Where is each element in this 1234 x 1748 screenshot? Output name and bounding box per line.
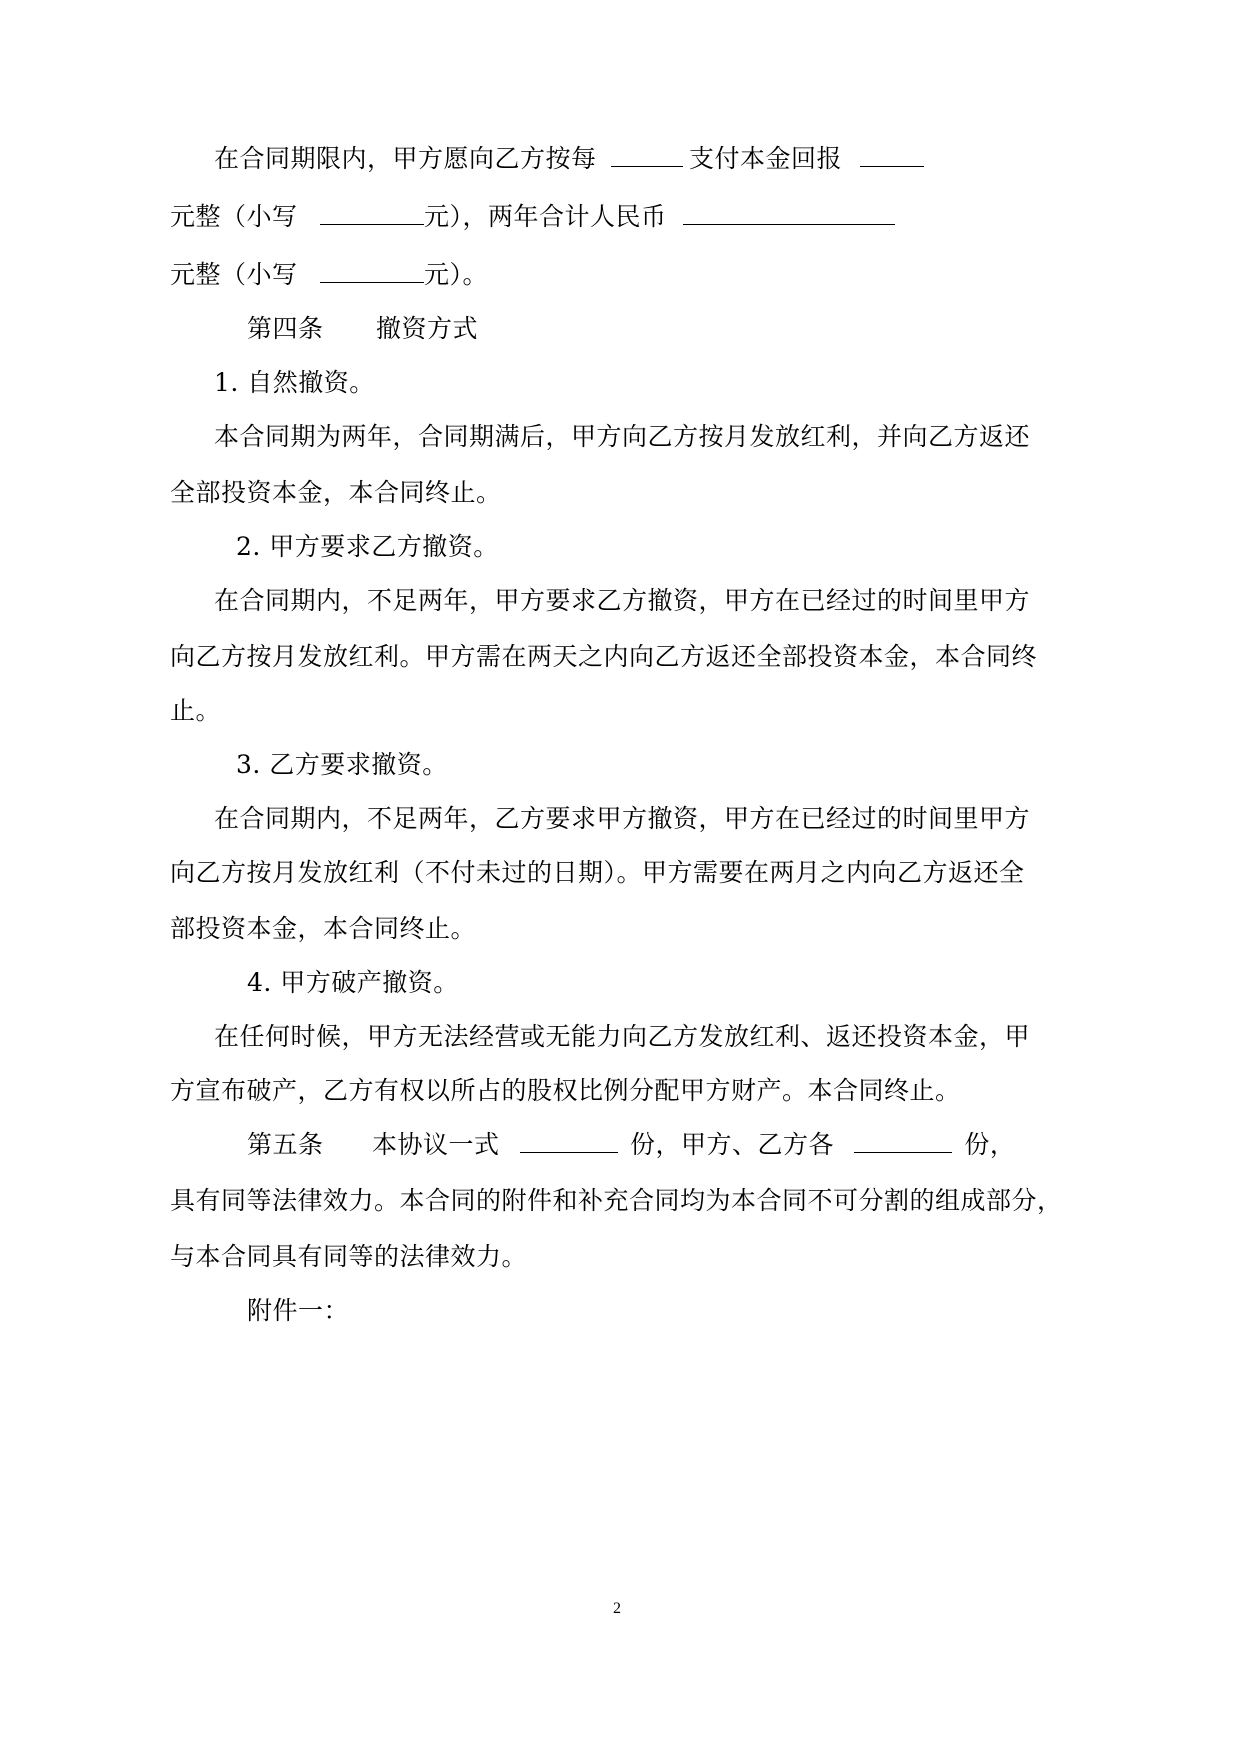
total-amount-blank[interactable] (683, 202, 895, 225)
article5-line3: 与本合同具有同等的法律效力。 (170, 1242, 528, 1271)
article5-number: 第五条 (247, 1130, 324, 1159)
para1-line3-text-b: 元）。 (423, 260, 488, 289)
item4-body-line1: 在任何时候，甲方无法经营或无能力向乙方发放红利、返还投资本金，甲 (214, 1022, 1031, 1051)
article5-text-b: 份，甲方、乙方各 (629, 1130, 834, 1159)
lowercase-amount-blank-1[interactable] (320, 202, 424, 225)
item1-body-line1: 本合同期为两年，合同期满后，甲方向乙方按月发放红利，并向乙方返还 (214, 422, 1031, 451)
item3-title: 3. 乙方要求撤资。 (236, 750, 448, 779)
item1-title: 1. 自然撤资。 (214, 368, 375, 397)
para1-line2-text-a: 元整（小写 (170, 202, 298, 231)
article5-line1 (247, 1128, 1015, 1162)
para1-line1-text-a: 在合同期限内，甲方愿向乙方按每 (214, 144, 597, 173)
para1-line1-text-b: 支付本金回报 (688, 144, 842, 173)
item3-body-line2: 向乙方按月发放红利（不付未过的日期）。甲方需要在两月之内向乙方返还全 (170, 858, 1025, 887)
item1-body-line2: 全部投资本金，本合同终止。 (170, 478, 502, 507)
item3-body-line1: 在合同期内，不足两年，乙方要求甲方撤资，甲方在已经过的时间里甲方 (214, 804, 1031, 833)
item2-title: 2. 甲方要求乙方撤资。 (236, 532, 499, 561)
item4-title: 4. 甲方破产撤资。 (247, 968, 459, 997)
item2-body-line1: 在合同期内，不足两年，甲方要求乙方撤资，甲方在已经过的时间里甲方 (214, 586, 1031, 615)
period-blank[interactable] (611, 144, 683, 167)
article4-number: 第四条 (247, 314, 324, 343)
page-number: 2 (613, 1600, 621, 1617)
para1-line1 (214, 142, 924, 176)
article5-text-a: 本协议一式 (371, 1130, 500, 1159)
item3-body-line3: 部投资本金，本合同终止。 (170, 914, 477, 943)
article5-line2: 具有同等法律效力。本合同的附件和补充合同均为本合同不可分割的组成部分， (170, 1186, 1063, 1215)
attachment-label: 附件一： (247, 1296, 350, 1325)
item4-body-line2: 方宣布破产，乙方有权以所占的股权比例分配甲方财产。本合同终止。 (170, 1076, 961, 1105)
item2-body-line3: 止。 (170, 696, 222, 725)
copies-each-blank[interactable] (854, 1130, 952, 1153)
article5-text-c: 份， (964, 1130, 1016, 1159)
item2-body-line2: 向乙方按月发放红利。甲方需在两天之内向乙方返还全部投资本金，本合同终 (170, 642, 1038, 671)
lowercase-amount-blank-2[interactable] (320, 260, 424, 283)
article4-heading (247, 312, 478, 346)
copies-total-blank[interactable] (520, 1130, 618, 1153)
para1-line2 (170, 200, 895, 234)
para1-line3-text-a: 元整（小写 (170, 260, 298, 289)
amount-blank-1[interactable] (860, 144, 924, 167)
article4-title: 撤资方式 (375, 314, 478, 343)
para1-line2-text-b: 元），两年合计人民币 (423, 202, 667, 231)
para1-line3 (170, 258, 488, 292)
